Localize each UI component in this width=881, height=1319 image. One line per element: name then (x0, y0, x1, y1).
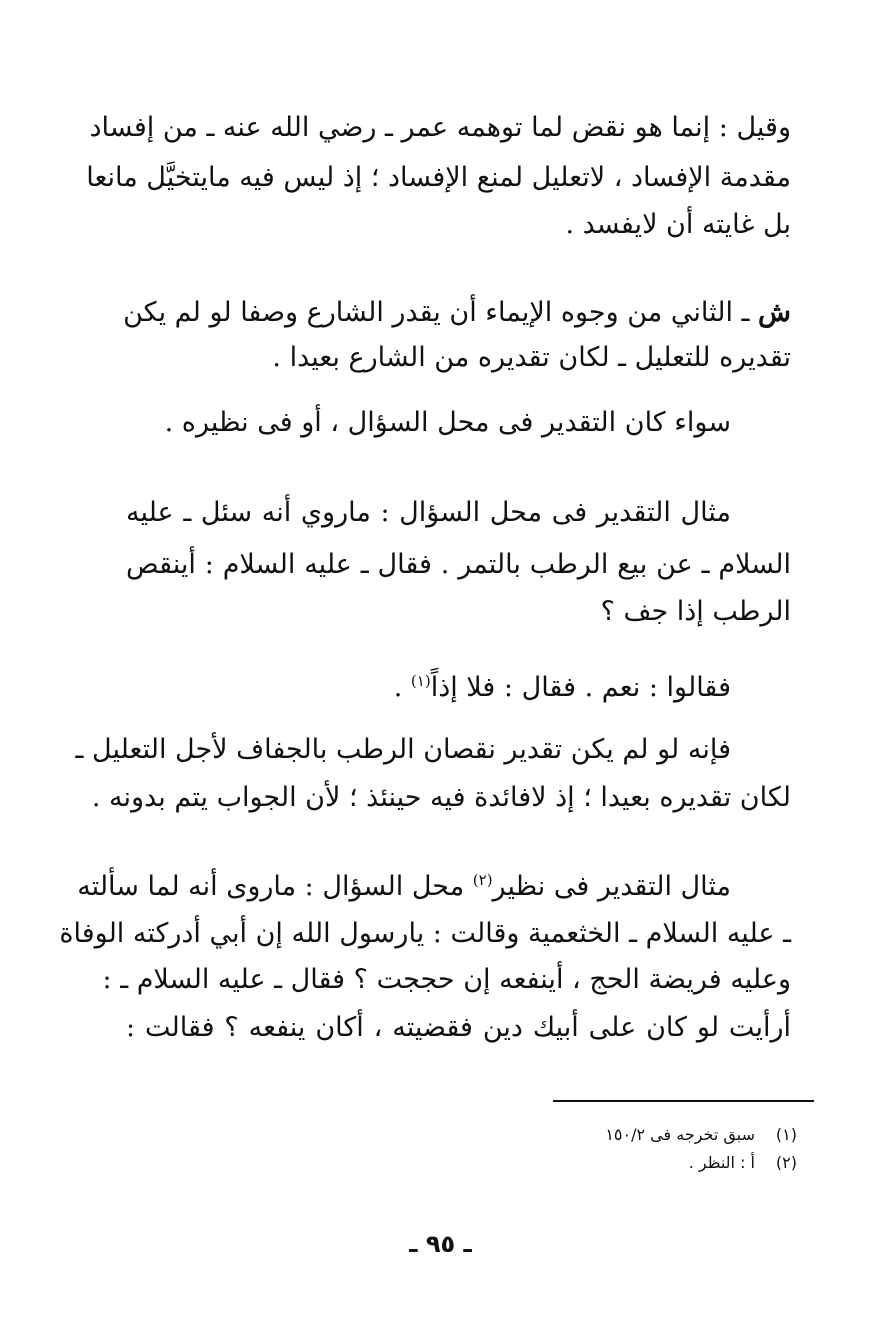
text-line: مثال التقدير فى محل السؤال : ماروي أنه سئل ـ عليه (126, 497, 731, 528)
footnote-ref: (٢) (472, 871, 493, 889)
footnote-text: سبق تخرجه فى ١٥٠/٢ (605, 1125, 755, 1144)
text-line: لكان تقديره بعيدا ؛ إذ لافائدة فيه حينئذ ؛ لأن الجواب يتم بدونه . (91, 782, 791, 813)
text-line: تقديره للتعليل ـ لكان تقديره من الشارع بعيدا . (272, 342, 791, 373)
footnote (497, 1122, 797, 1148)
text-line: مقدمة الإفساد ، لاتعليل لمنع الإفساد ؛ إذ ليس فيه مايتخيَّل مانعا (86, 162, 791, 193)
text-line: ـ عليه السلام ـ الخثعمية وقالت : يارسول الله إن أبي أدركته الوفاة (59, 918, 791, 949)
page-number: ـ ٩٥ ـ (409, 1230, 472, 1258)
footnote-number: (٢) (775, 1153, 797, 1172)
text-line: أرأيت لو كان على أبيك دين فقضيته ، أكان ينفعه ؟ فقالت : (126, 1012, 791, 1043)
text-line: سواء كان التقدير فى محل السؤال ، أو فى نظيره . (164, 407, 731, 438)
text-line (126, 668, 731, 708)
text-line: وقيل : إنما هو نقض لما توهمه عمر ـ رضي الله عنه ـ من إفساد (89, 112, 791, 143)
text-span: ـ الثاني من وجوه الإيماء أن يقدر الشارع وصفا لو لم يكن (123, 297, 759, 328)
text-line: وعليه فريضة الحج ، أينفعه إن حججت ؟ فقال ـ عليه السلام ـ : (102, 964, 791, 995)
text-span: . (393, 672, 411, 703)
text-line: السلام ـ عن بيع الرطب بالتمر . فقال ـ عليه السلام : أينقص (126, 549, 791, 580)
text-line (123, 293, 791, 333)
text-line: فإنه لو لم يكن تقدير نقصان الرطب بالجفاف لأجل التعليل ـ (75, 734, 731, 765)
footnote-divider (553, 1100, 814, 1102)
text-line: بل غايته أن لايفسد . (565, 209, 791, 240)
footnote (497, 1150, 797, 1176)
text-span: محل السؤال : ماروى أنه لما سألته (77, 871, 473, 902)
footnote-ref: (١) (410, 672, 431, 690)
footnote-number: (١) (775, 1125, 797, 1144)
text-span: فقالوا : نعم . فقال : فلا إذاً (430, 672, 731, 703)
commentary-marker: ش (758, 297, 791, 328)
text-span: مثال التقدير فى نظير (492, 871, 731, 902)
footnote-text: أ : النظر . (688, 1153, 755, 1172)
text-line (77, 867, 731, 907)
text-line: الرطب إذا جف ؟ (600, 596, 791, 627)
